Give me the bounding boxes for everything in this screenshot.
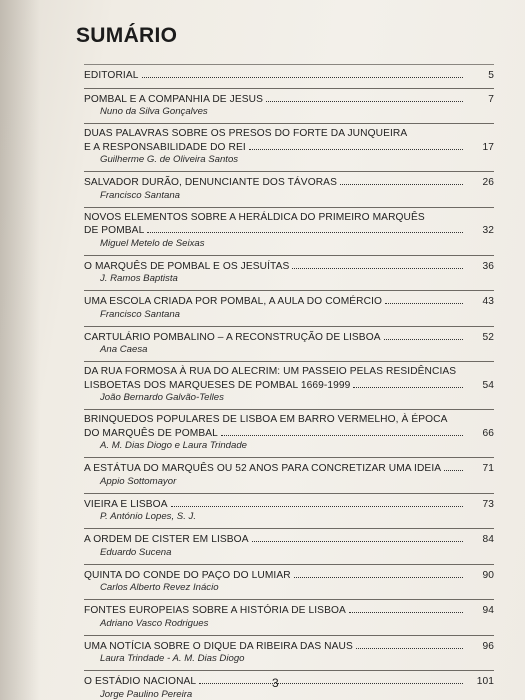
dot-leader	[221, 427, 463, 436]
toc-entry	[84, 599, 494, 635]
dot-leader	[199, 675, 463, 684]
toc-entry	[84, 123, 494, 171]
dot-leader	[384, 331, 463, 340]
toc-entry-author: Nuno da Silva Gonçalves	[100, 106, 208, 117]
toc-entry-page: 26	[482, 177, 494, 188]
toc-entry-title-line	[84, 224, 494, 238]
toc-entry-title-line	[84, 675, 494, 689]
toc-entry-page: 66	[482, 427, 494, 439]
toc-entry-title: DUAS PALAVRAS SOBRE OS PRESOS DO FORTE DA JUNQUEIRA	[84, 128, 408, 139]
toc-entry-title-line	[84, 379, 494, 393]
toc-entry-title: DO MARQUÊS DE POMBAL	[84, 427, 218, 439]
toc-entry	[84, 635, 494, 671]
toc-entry-title-line	[84, 533, 494, 547]
toc-entry-page: 90	[482, 569, 494, 581]
dot-leader	[292, 260, 463, 269]
toc-entry-author: Appio Sottomayor	[100, 475, 177, 487]
toc-entry-title: DA RUA FORMOSA À RUA DO ALECRIM: UM PASSEIO PELAS RESIDÊNCIAS	[84, 366, 457, 377]
toc-entry-title-line	[84, 414, 494, 427]
toc-entry-title: NOVOS ELEMENTOS SOBRE A HERÁLDICA DO PRIMEIRO MARQUÊS	[84, 211, 425, 223]
toc-entry-title: SALVADOR DURÃO, DENUNCIANTE DOS TÁVORAS	[84, 177, 337, 188]
dot-leader	[142, 69, 464, 78]
toc-entry-title-line	[84, 93, 494, 107]
toc-entry-title-line	[84, 331, 494, 345]
toc-entry-title-line	[84, 141, 494, 155]
toc-entry-title-line	[84, 498, 494, 512]
toc-entry-page: 71	[482, 463, 494, 474]
dot-leader	[266, 93, 463, 102]
dot-leader	[353, 379, 463, 388]
toc-entry-author: João Bernardo Galvão-Telles	[100, 392, 224, 403]
dot-leader	[444, 462, 463, 471]
table-of-contents	[84, 64, 494, 700]
dot-leader	[249, 141, 463, 150]
toc-entry-title: VIEIRA E LISBOA	[84, 498, 168, 510]
toc-entry-title: A ORDEM DE CISTER EM LISBOA	[84, 534, 249, 545]
toc-entry-title-line	[84, 604, 494, 618]
toc-entry	[84, 528, 494, 564]
toc-entry-author: A. M. Dias Diogo e Laura Trindade	[100, 440, 247, 451]
toc-entry-title-line	[84, 260, 494, 274]
toc-entry-title-line	[84, 128, 494, 141]
toc-entry-title: QUINTA DO CONDE DO PAÇO DO LUMIAR	[84, 569, 291, 581]
toc-entry	[84, 564, 494, 600]
toc-entry-title: O MARQUÊS DE POMBAL E OS JESUÍTAS	[84, 260, 290, 272]
toc-entry-title: E A RESPONSABILIDADE DO REI	[84, 141, 246, 153]
toc-entry-title: UMA NOTÍCIA SOBRE O DIQUE DA RIBEIRA DAS NAUS	[84, 640, 353, 652]
toc-entry-title: UMA ESCOLA CRIADA POR POMBAL, A AULA DO COMÉRCIO	[84, 296, 383, 307]
toc-entry-author: Laura Trindade - A. M. Dias Diogo	[100, 653, 245, 664]
toc-entry-title: CARTULÁRIO POMBALINO – A RECONSTRUÇÃO DE LISBOA	[84, 331, 381, 343]
toc-entry	[84, 457, 494, 493]
toc-entry	[84, 670, 494, 700]
toc-entry-page: 54	[482, 379, 494, 391]
toc-entry-page: 96	[482, 640, 494, 652]
toc-entry-title-line	[84, 212, 494, 225]
dot-leader	[340, 176, 463, 185]
toc-entry-author: P. António Lopes, S. J.	[100, 511, 197, 522]
toc-entry-title-line	[84, 640, 494, 654]
toc-entry-author: Miguel Metelo de Seixas	[100, 237, 205, 249]
page-shadow	[0, 0, 40, 700]
toc-entry-title: BRINQUEDOS POPULARES DE LISBOA EM BARRO VERMELHO, À ÉPOCA	[84, 414, 448, 425]
dot-leader	[385, 295, 463, 304]
toc-entry	[84, 361, 494, 409]
toc-entry-title-line	[84, 69, 494, 83]
toc-entry-page: 43	[482, 296, 494, 307]
toc-entry-author: Guilherme G. de Oliveira Santos	[100, 154, 239, 165]
toc-entry	[84, 409, 494, 457]
toc-entry-title-line	[84, 569, 494, 583]
toc-entry	[84, 290, 494, 326]
toc-entry-page: 101	[476, 676, 494, 687]
toc-entry-author: Eduardo Sucena	[100, 546, 172, 558]
toc-entry-title-line	[84, 427, 494, 441]
toc-entry	[84, 493, 494, 529]
toc-entry-author: Carlos Alberto Revez Inácio	[100, 582, 219, 593]
toc-entry	[84, 326, 494, 362]
toc-entry-title: EDITORIAL	[84, 70, 139, 81]
toc-entry-page: 17	[482, 141, 494, 153]
toc-entry	[84, 88, 494, 124]
toc-entry-title-line	[84, 462, 494, 476]
page-title: SUMÁRIO	[76, 24, 178, 47]
toc-entry-author: Jorge Paulino Pereira	[100, 688, 193, 700]
dot-leader	[294, 569, 463, 578]
toc-entry-author: Ana Caesa	[100, 344, 148, 355]
toc-entry	[84, 207, 494, 255]
toc-entry	[84, 171, 494, 207]
toc-entry-author: Adriano Vasco Rodrigues	[100, 617, 209, 629]
toc-entry-page: 7	[488, 93, 494, 105]
toc-entry-title-line	[84, 295, 494, 309]
toc-entry-title: A ESTÁTUA DO MARQUÊS OU 52 ANOS PARA CONCRETIZAR UMA IDEIA	[84, 463, 442, 474]
toc-entry-page: 84	[482, 534, 494, 545]
dot-leader	[252, 533, 463, 542]
toc-entry-title: FONTES EUROPEIAS SOBRE A HISTÓRIA DE LISBOA	[84, 605, 346, 616]
toc-entry-page: 5	[488, 70, 494, 81]
dot-leader	[171, 498, 463, 507]
toc-entry-title-line	[84, 176, 494, 190]
toc-entry-author: Francisco Santana	[100, 189, 180, 201]
toc-entry	[84, 255, 494, 291]
toc-entry-page: 36	[482, 260, 494, 272]
toc-entry-title: O ESTÁDIO NACIONAL	[84, 676, 197, 687]
toc-entry-title-line	[84, 366, 494, 379]
toc-entry-author: J. Ramos Baptista	[100, 273, 178, 284]
dot-leader	[147, 224, 463, 233]
toc-entry-author: Francisco Santana	[100, 308, 180, 320]
dot-leader	[349, 604, 463, 613]
toc-entry	[84, 64, 494, 88]
toc-entry-title: POMBAL E A COMPANHIA DE JESUS	[84, 93, 263, 105]
dot-leader	[356, 640, 463, 649]
toc-entry-page: 73	[482, 498, 494, 510]
page-number: 3	[272, 676, 279, 690]
toc-entry-page: 32	[482, 225, 494, 236]
toc-entry-title: DE POMBAL	[84, 225, 145, 236]
toc-entry-title: LISBOETAS DOS MARQUESES DE POMBAL 1669-1999	[84, 379, 351, 391]
toc-entry-page: 52	[482, 331, 494, 343]
toc-entry-page: 94	[482, 605, 494, 616]
